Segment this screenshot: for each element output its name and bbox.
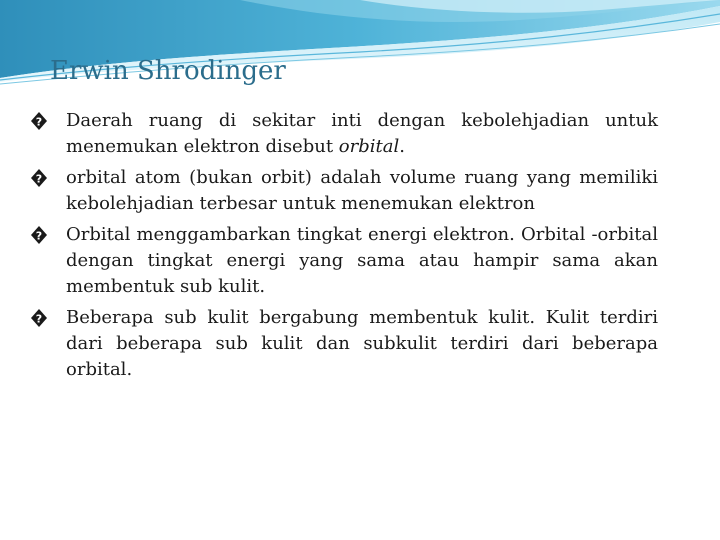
replacement-glyph-icon: [30, 308, 48, 328]
bullet-item-1: [30, 108, 658, 160]
bullet-text: orbital atom (bukan orbit) adalah volume ruang yang memiliki kebolehjadian terbesar untuk menemukan elektron: [66, 167, 658, 214]
replacement-glyph-icon: [30, 111, 48, 131]
slide-title: Erwin Shrodinger: [50, 56, 286, 86]
svg-text:?: ?: [35, 115, 43, 129]
replacement-glyph-icon: [30, 225, 48, 245]
bullet-text: Daerah ruang di sekitar inti dengan kebolehjadian untuk menemukan elektron disebut: [66, 110, 658, 157]
svg-text:?: ?: [35, 229, 43, 243]
replacement-glyph-icon: [30, 168, 48, 188]
svg-text:?: ?: [35, 172, 43, 186]
bullet-emphasis: orbital: [338, 136, 400, 157]
bullet-item-4: [30, 305, 658, 383]
bullet-item-3: [30, 222, 658, 300]
bullet-text: Orbital menggambarkan tingkat energi elektron. Orbital -orbital dengan tingkat energi yang sama atau hampir sama akan membentuk sub kulit.: [66, 224, 658, 297]
bullet-text: Beberapa sub kulit bergabung membentuk kulit. Kulit terdiri dari beberapa sub kulit dan subkulit terdiri dari beberapa orbital.: [66, 307, 658, 380]
bullet-list: [30, 108, 658, 388]
svg-text:?: ?: [35, 312, 43, 326]
bullet-tail: .: [399, 136, 405, 157]
bullet-item-2: [30, 165, 658, 217]
